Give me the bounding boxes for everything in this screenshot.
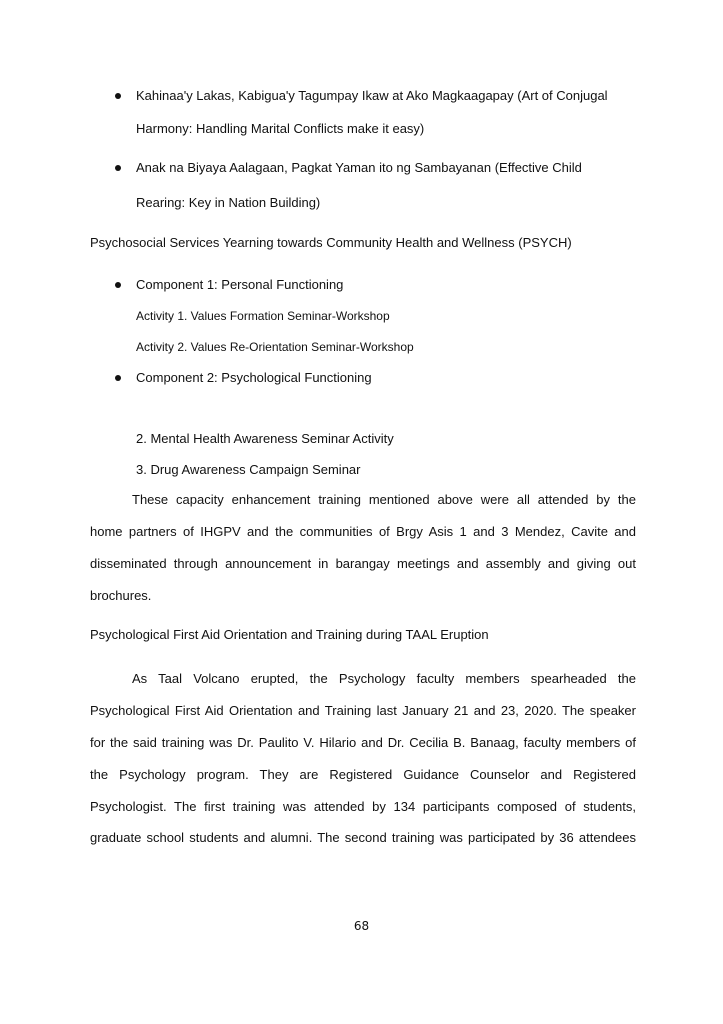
- paragraph-line: As Taal Volcano erupted, the Psychology faculty members spearheaded the: [132, 671, 636, 686]
- paragraph-line: the Psychology program. They are Registered Guidance Counselor and Registered: [90, 767, 636, 782]
- paragraph-line: brochures.: [90, 588, 152, 603]
- bullet-icon: [115, 375, 121, 381]
- paragraph-line: Psychological First Aid Orientation and Training last January 21 and 23, 2020. The speaker: [90, 703, 636, 718]
- bullet-text: Kahinaa'y Lakas, Kabigua'y Tagumpay Ikaw at Ako Magkaagapay (Art of Conjugal: [136, 88, 608, 103]
- paragraph-line: for the said training was Dr. Paulito V. Hilario and Dr. Cecilia B. Banaag, faculty members of: [90, 735, 636, 750]
- bullet-text: Rearing: Key in Nation Building): [136, 195, 321, 210]
- component-label: Component 2: Psychological Functioning: [136, 370, 372, 385]
- bullet-icon: [115, 93, 121, 99]
- page-number: 68: [353, 919, 370, 933]
- bullet-text: Anak na Biyaya Aalagaan, Pagkat Yaman ito ng Sambayanan (Effective Child: [136, 160, 582, 175]
- paragraph-line: Psychologist. The first training was attended by 134 participants composed of students,: [90, 799, 636, 814]
- numbered-item: 3. Drug Awareness Campaign Seminar: [136, 462, 361, 477]
- numbered-item: 2. Mental Health Awareness Seminar Activity: [136, 431, 394, 446]
- bullet-icon: [115, 282, 121, 288]
- component-label: Component 1: Personal Functioning: [136, 277, 344, 292]
- paragraph-line: home partners of IHGPV and the communities of Brgy Asis 1 and 3 Mendez, Cavite and: [90, 524, 636, 539]
- section-heading: Psychosocial Services Yearning towards Community Health and Wellness (PSYCH): [90, 235, 572, 250]
- activity-item: Activity 1. Values Formation Seminar-Workshop: [136, 309, 390, 323]
- activity-item: Activity 2. Values Re-Orientation Seminar-Workshop: [136, 340, 414, 354]
- bullet-text: Harmony: Handling Marital Conflicts make it easy): [136, 121, 425, 136]
- paragraph-line: graduate school students and alumni. The second training was participated by 36 attendees: [90, 830, 636, 845]
- section-heading: Psychological First Aid Orientation and Training during TAAL Eruption: [90, 627, 489, 642]
- paragraph-line: These capacity enhancement training mentioned above were all attended by the: [132, 492, 636, 507]
- paragraph-line: disseminated through announcement in barangay meetings and assembly and giving out: [90, 556, 636, 571]
- bullet-icon: [115, 165, 121, 171]
